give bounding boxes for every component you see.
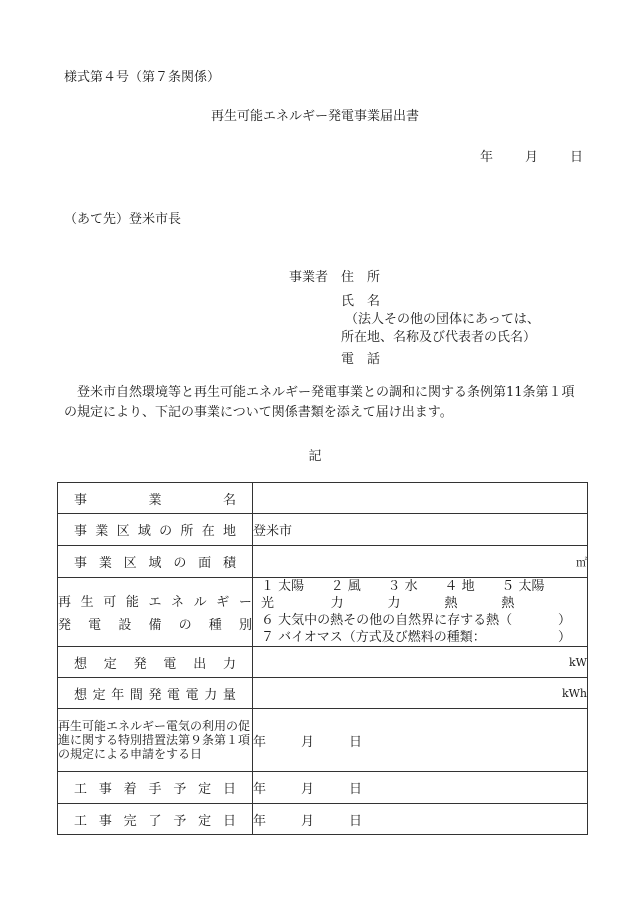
facility-option[interactable]: １ 太陽光 bbox=[261, 579, 305, 611]
row-annual-generation bbox=[58, 678, 588, 709]
label-char: 出 bbox=[193, 656, 207, 672]
label-char: 電 bbox=[167, 687, 181, 703]
label-char: 手 bbox=[148, 782, 162, 797]
label-char: 域 bbox=[148, 556, 162, 571]
label-char: 想 bbox=[74, 687, 88, 703]
label-char: 定 bbox=[198, 782, 212, 797]
value-location[interactable]: 登米市 bbox=[253, 514, 588, 546]
value-completion-date[interactable]: 年 月 日 bbox=[253, 804, 588, 835]
document-title: 再生可能エネルギー発電事業届出書 bbox=[210, 109, 419, 124]
label-char: 能 bbox=[125, 595, 139, 610]
month-label: 月 bbox=[524, 150, 538, 165]
year-label: 年 bbox=[479, 150, 493, 165]
ki-heading: 記 bbox=[308, 449, 322, 464]
label-char: 着 bbox=[123, 782, 137, 797]
submission-date bbox=[480, 146, 583, 165]
value-start-date[interactable]: 年 月 日 bbox=[253, 772, 588, 804]
label-char: 間 bbox=[129, 687, 143, 703]
label-char: 量 bbox=[222, 687, 236, 703]
label-char: 完 bbox=[123, 813, 137, 829]
label-char: 可 bbox=[103, 595, 117, 610]
applicant-address-label: 住 所 bbox=[341, 270, 381, 285]
label-char: 設 bbox=[118, 618, 132, 633]
label-char: の bbox=[178, 618, 192, 633]
label-char: 業 bbox=[98, 556, 112, 571]
label-char: 備 bbox=[148, 618, 162, 633]
label-char: 域 bbox=[137, 524, 151, 539]
label-char: 区 bbox=[116, 524, 130, 539]
label-char: 工 bbox=[74, 782, 88, 797]
addressee: （あて先）登米市長 bbox=[64, 212, 182, 227]
label-char: 発 bbox=[58, 618, 72, 633]
day-label: 日 bbox=[569, 150, 583, 165]
facility-option[interactable]: ５ 太陽熱 bbox=[501, 579, 545, 611]
label-project-name bbox=[58, 483, 253, 514]
label-location bbox=[58, 514, 253, 546]
value-facility-type[interactable] bbox=[253, 578, 588, 647]
label-area bbox=[58, 546, 253, 578]
value-annual-generation[interactable]: kWh bbox=[253, 678, 588, 709]
body-text: 登米市自然環境等と再生可能エネルギー発電事業との調和に関する条例第11条第１項の規定により、下記の事業について関係書類を添えて届け出ます。 bbox=[64, 385, 575, 420]
value-area[interactable]: ㎡ bbox=[253, 546, 588, 578]
label-char: 事 bbox=[98, 813, 112, 829]
applicant-note-line2: 所在地、名称及び代表者の氏名） bbox=[341, 330, 537, 345]
label-char: 予 bbox=[173, 813, 187, 829]
label-char: 事 bbox=[74, 524, 88, 539]
label-char: 予 bbox=[173, 782, 187, 797]
label-char: ー bbox=[238, 595, 252, 610]
label-char: 地 bbox=[222, 524, 236, 539]
label-annual-generation bbox=[58, 678, 253, 709]
applicant-phone-label: 電 話 bbox=[341, 352, 381, 367]
facility-option[interactable]: ２ 風力 bbox=[330, 579, 361, 611]
label-application-date: 再生可能エネルギー電気の利用の促進に関する特別措置法第９条第１項の規定による申請をする日 bbox=[58, 709, 253, 772]
label-char: 想 bbox=[74, 656, 88, 672]
label-char: 種 bbox=[208, 618, 222, 633]
label-char: 発 bbox=[133, 656, 147, 672]
facility-option[interactable]: ３ 水力 bbox=[387, 579, 418, 611]
label-char: 所 bbox=[180, 524, 194, 539]
label-char: 定 bbox=[103, 656, 117, 672]
facility-option[interactable]: ４ 地熱 bbox=[444, 579, 475, 611]
row-facility-type bbox=[58, 578, 588, 647]
facility-options-line3: ７ バイオマス（方式及び燃料の種類： ） bbox=[261, 630, 571, 645]
label-char: 区 bbox=[123, 556, 137, 571]
label-char: 年 bbox=[111, 687, 125, 703]
label-start-date bbox=[58, 772, 253, 804]
label-char: 日 bbox=[222, 813, 236, 829]
row-completion-date bbox=[58, 804, 588, 835]
value-application-date[interactable]: 年 月 日 bbox=[253, 709, 588, 772]
label-output bbox=[58, 647, 253, 678]
label-char: の bbox=[173, 556, 187, 571]
applicant-name-label: 氏 名 bbox=[341, 294, 381, 309]
label-char: 生 bbox=[80, 595, 94, 610]
value-project-name[interactable] bbox=[253, 483, 588, 514]
label-char: エ bbox=[148, 595, 162, 610]
label-char: 業 bbox=[148, 492, 162, 508]
row-project-name bbox=[58, 483, 588, 514]
label-char: ネ bbox=[171, 595, 185, 610]
label-char: 在 bbox=[201, 524, 215, 539]
label-char: 定 bbox=[198, 813, 212, 829]
label-char: 面 bbox=[198, 556, 212, 571]
label-char: 名 bbox=[222, 492, 236, 508]
applicant-note-line1: （法人その他の団体にあっては、 bbox=[345, 312, 540, 327]
label-char: ギ bbox=[216, 595, 230, 610]
label-char: 積 bbox=[222, 556, 236, 571]
facility-options-line2: ６ 大気中の熱その他の自然界に存する熱（ ） bbox=[261, 613, 571, 628]
label-char: 事 bbox=[74, 556, 88, 571]
label-char: 再 bbox=[58, 595, 72, 610]
row-area bbox=[58, 546, 588, 578]
label-char: 事 bbox=[98, 782, 112, 797]
row-location bbox=[58, 514, 588, 546]
label-char: 電 bbox=[88, 618, 102, 633]
label-char: 日 bbox=[222, 782, 236, 797]
label-char: 電 bbox=[163, 656, 177, 672]
label-char: 定 bbox=[92, 687, 106, 703]
value-output[interactable]: kW bbox=[253, 647, 588, 678]
label-char: 了 bbox=[148, 813, 162, 829]
form-number: 様式第４号（第７条関係） bbox=[64, 70, 221, 85]
application-table bbox=[57, 482, 588, 835]
label-char: ル bbox=[193, 595, 207, 610]
row-start-date bbox=[58, 772, 588, 804]
label-completion-date bbox=[58, 804, 253, 835]
facility-options-line1 bbox=[253, 578, 587, 612]
label-char: 電 bbox=[185, 687, 199, 703]
label-char: 業 bbox=[95, 524, 109, 539]
label-char: 事 bbox=[74, 492, 88, 508]
label-char: 発 bbox=[148, 687, 162, 703]
label-char: 力 bbox=[222, 656, 236, 672]
applicant-label: 事業者 bbox=[289, 270, 329, 285]
label-char: の bbox=[159, 524, 173, 539]
label-facility-type bbox=[58, 578, 253, 647]
label-char: 工 bbox=[74, 813, 88, 829]
label-char: 力 bbox=[204, 687, 218, 703]
row-application-date bbox=[58, 709, 588, 772]
row-output bbox=[58, 647, 588, 678]
label-char: 別 bbox=[238, 618, 252, 633]
